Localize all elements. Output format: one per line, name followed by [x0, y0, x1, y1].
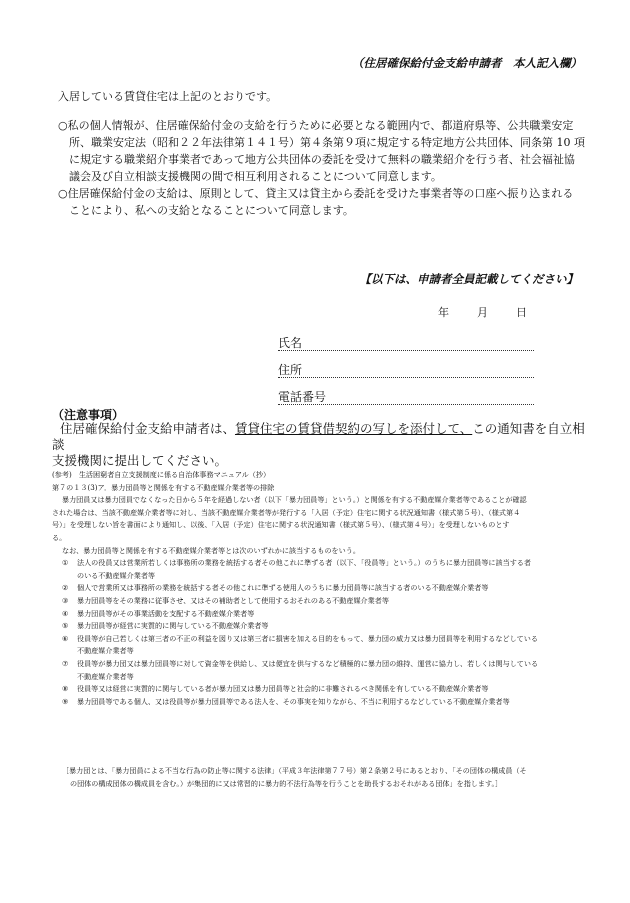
notice-part-3: この通知書を自立相談 — [52, 421, 585, 452]
name-label: 氏名 — [278, 336, 303, 350]
reference-item-text: 個人で営業所又は事務所の業務を統括する者その他これに準ずる使用人のうちに暴力団員等に該当する者のいる不動産媒介業者等 — [77, 583, 489, 593]
consent-item-1 — [58, 117, 588, 185]
date-month-label: 月 — [477, 306, 488, 319]
reference-item — [52, 557, 592, 570]
reference-para-line-1: 暴力団員又は暴力団員でなくなった日から５年を経過しない者（以下「暴力団員等」という。）と関係を有する不動産媒介業者等であることが確認 — [62, 495, 527, 505]
reference-para-line-4: る。 — [52, 532, 67, 542]
reference-item-number: ④ — [62, 608, 69, 618]
reference-item-text: 役員等が暴力団又は暴力団員等に対して資金等を供給し、又は便宜を供与するなど積極的に暴力団の維持、運営に協力し、若しくは関与している — [77, 658, 539, 668]
footnote — [62, 764, 592, 790]
consent-1-line-4: 議会及び自立相談支援機関の間で相互利用されることについて同意します。 — [69, 170, 442, 183]
reference-item-number: ② — [62, 583, 69, 593]
reference-subtitle: 第７の１３(3)ア．暴力団員等と関係を有する不動産媒介業者等の排除 — [52, 482, 275, 492]
reference-item-text: 暴力団員等である個人、又は役員等が暴力団員等である法人を、その事実を知りながら、不当に利用するなどしている不動産媒介業者等 — [77, 696, 510, 706]
intro-statement: 入居している賃貸住宅は上記のとおりです。 — [58, 90, 278, 103]
consent-2-line-2: ことにより、私への支給となることについて同意します。 — [69, 204, 354, 217]
notice-part-1: 住居確保給付金支給申請者は、 — [59, 421, 235, 436]
reference-section — [52, 469, 592, 708]
reference-item-number: ⑥ — [62, 633, 69, 643]
reference-item-number: ③ — [62, 595, 69, 605]
consent-1-line-3: に規定する職業紹介事業者であって地方公共団体の委託を受けて無料の職業紹介を行う者、社会福祉協 — [69, 153, 575, 166]
phone-field[interactable] — [278, 388, 534, 405]
reference-item — [52, 595, 592, 608]
reference-item-number: ⑤ — [62, 621, 69, 631]
reference-item-number: ① — [62, 558, 69, 568]
reference-item-number: ⑨ — [62, 696, 69, 706]
reference-item — [52, 582, 592, 595]
reference-item-continuation: 不動産媒介業者等 — [77, 646, 134, 656]
address-label: 住所 — [278, 363, 303, 377]
reference-item — [52, 683, 592, 696]
reference-title: (参考) 生活困窮者自立支援制度に係る自治体事務マニュアル（抄） — [52, 470, 271, 479]
reference-item — [52, 696, 592, 709]
notice-underlined: 賃貸住宅の賃貸借契約の写しを添付して、 — [234, 421, 473, 436]
reference-item-text: 暴力団員等がその事業活動を支配する不動産媒介業者等 — [77, 608, 255, 618]
consent-block — [58, 117, 588, 219]
reference-item-text: 役員等又は経営に実質的に関与している者が暴力団又は暴力団員等と社会的に非難されるべき関係を有している不動産媒介業者等 — [77, 684, 489, 694]
reference-para-line-3: 号）」を受理しない旨を書面により通知し、以後、「入居（予定）住宅に関する状況通知書（様式第５号）、（様式第４号）」を受理しないものとす — [52, 520, 510, 530]
date-line — [438, 304, 548, 320]
notice-heading: （注意事項） — [52, 408, 125, 422]
reference-list — [52, 557, 592, 708]
reference-item-text: 役員等が自己若しくは第三者の不正の利益を図り又は第三者に損害を加える目的をもって、暴力団の威力又は暴力団員等を利用するなどしている — [77, 633, 538, 643]
form-section-header: （住居確保給付金支給申請者 本人記入欄） — [352, 56, 582, 70]
address-field[interactable] — [278, 361, 534, 378]
consent-1-line-2: 所、職業安定法（昭和２２年法律第１４１号）第４条第９項に規定する特定地方公共団体、同条第 10 項 — [69, 136, 585, 149]
reference-item — [52, 608, 592, 621]
consent-1-line-1: ○私の個人情報が、住居確保給付金の支給を行うために必要となる範囲内で、都道府県等、公共職業安定 — [58, 119, 574, 132]
notice-part-4: 支援機関に提出してください。 — [52, 453, 228, 468]
reference-item-number: ⑦ — [62, 658, 69, 668]
reference-item-number: ⑧ — [62, 684, 69, 694]
phone-label: 電話番号 — [278, 390, 327, 404]
name-field[interactable] — [278, 334, 534, 351]
reference-item-continuation: 不動産媒介業者等 — [77, 671, 134, 681]
date-day-label: 日 — [516, 306, 527, 319]
reference-item-continuation: のいる不動産媒介業者等 — [77, 570, 156, 580]
footnote-line-2: の団体の構成団体の構成員を含む。）が集団的に又は常習的に暴力的不法行為等を行うことを助長するおそれがある団体」を指します。］ — [70, 779, 503, 788]
reference-item-text: 暴力団員等が経営に実質的に関与している不動産媒介業者等 — [77, 621, 269, 631]
reference-para-line-2: された場合は、当該不動産媒介業者等に対し、当該不動産媒介業者等が発行する「入居（予定）住宅に関する状況通知書（様式第５号）、（様式第４ — [52, 507, 521, 517]
footnote-line-1: ［暴力団とは、「暴力団員による不当な行為の防止等に関する法律」（平成３年法律第７７号）第２条第２号にあるとおり、「その団体の構成員（そ — [62, 766, 527, 775]
reference-item-text: 法人の役員又は営業所若しくは事務所の業務を統括する者その他これに準ずる者（以下、「役員等」という。）のうちに暴力団員等に該当する者 — [77, 558, 531, 568]
date-year-label: 年 — [438, 306, 449, 319]
reference-item-text: 暴力団員等をその業務に従事させ、又はその補助者として使用するおそれのある不動産媒介業者等 — [77, 595, 389, 605]
consent-item-2 — [58, 185, 588, 219]
notice-text — [52, 421, 592, 469]
reference-item — [52, 633, 592, 646]
reference-lead: なお、暴力団員等と関係を有する不動産媒介業者等とは次のいずれかに該当するものをいう。 — [62, 545, 360, 555]
consent-2-line-1: ○住居確保給付金の支給は、原則として、貸主又は貸主から委託を受けた事業者等の口座へ振り込まれる — [58, 187, 574, 200]
reference-item — [52, 658, 592, 671]
applicant-instruction: 【以下は、申請者全員記載してください】 — [359, 272, 578, 286]
reference-item — [52, 620, 592, 633]
